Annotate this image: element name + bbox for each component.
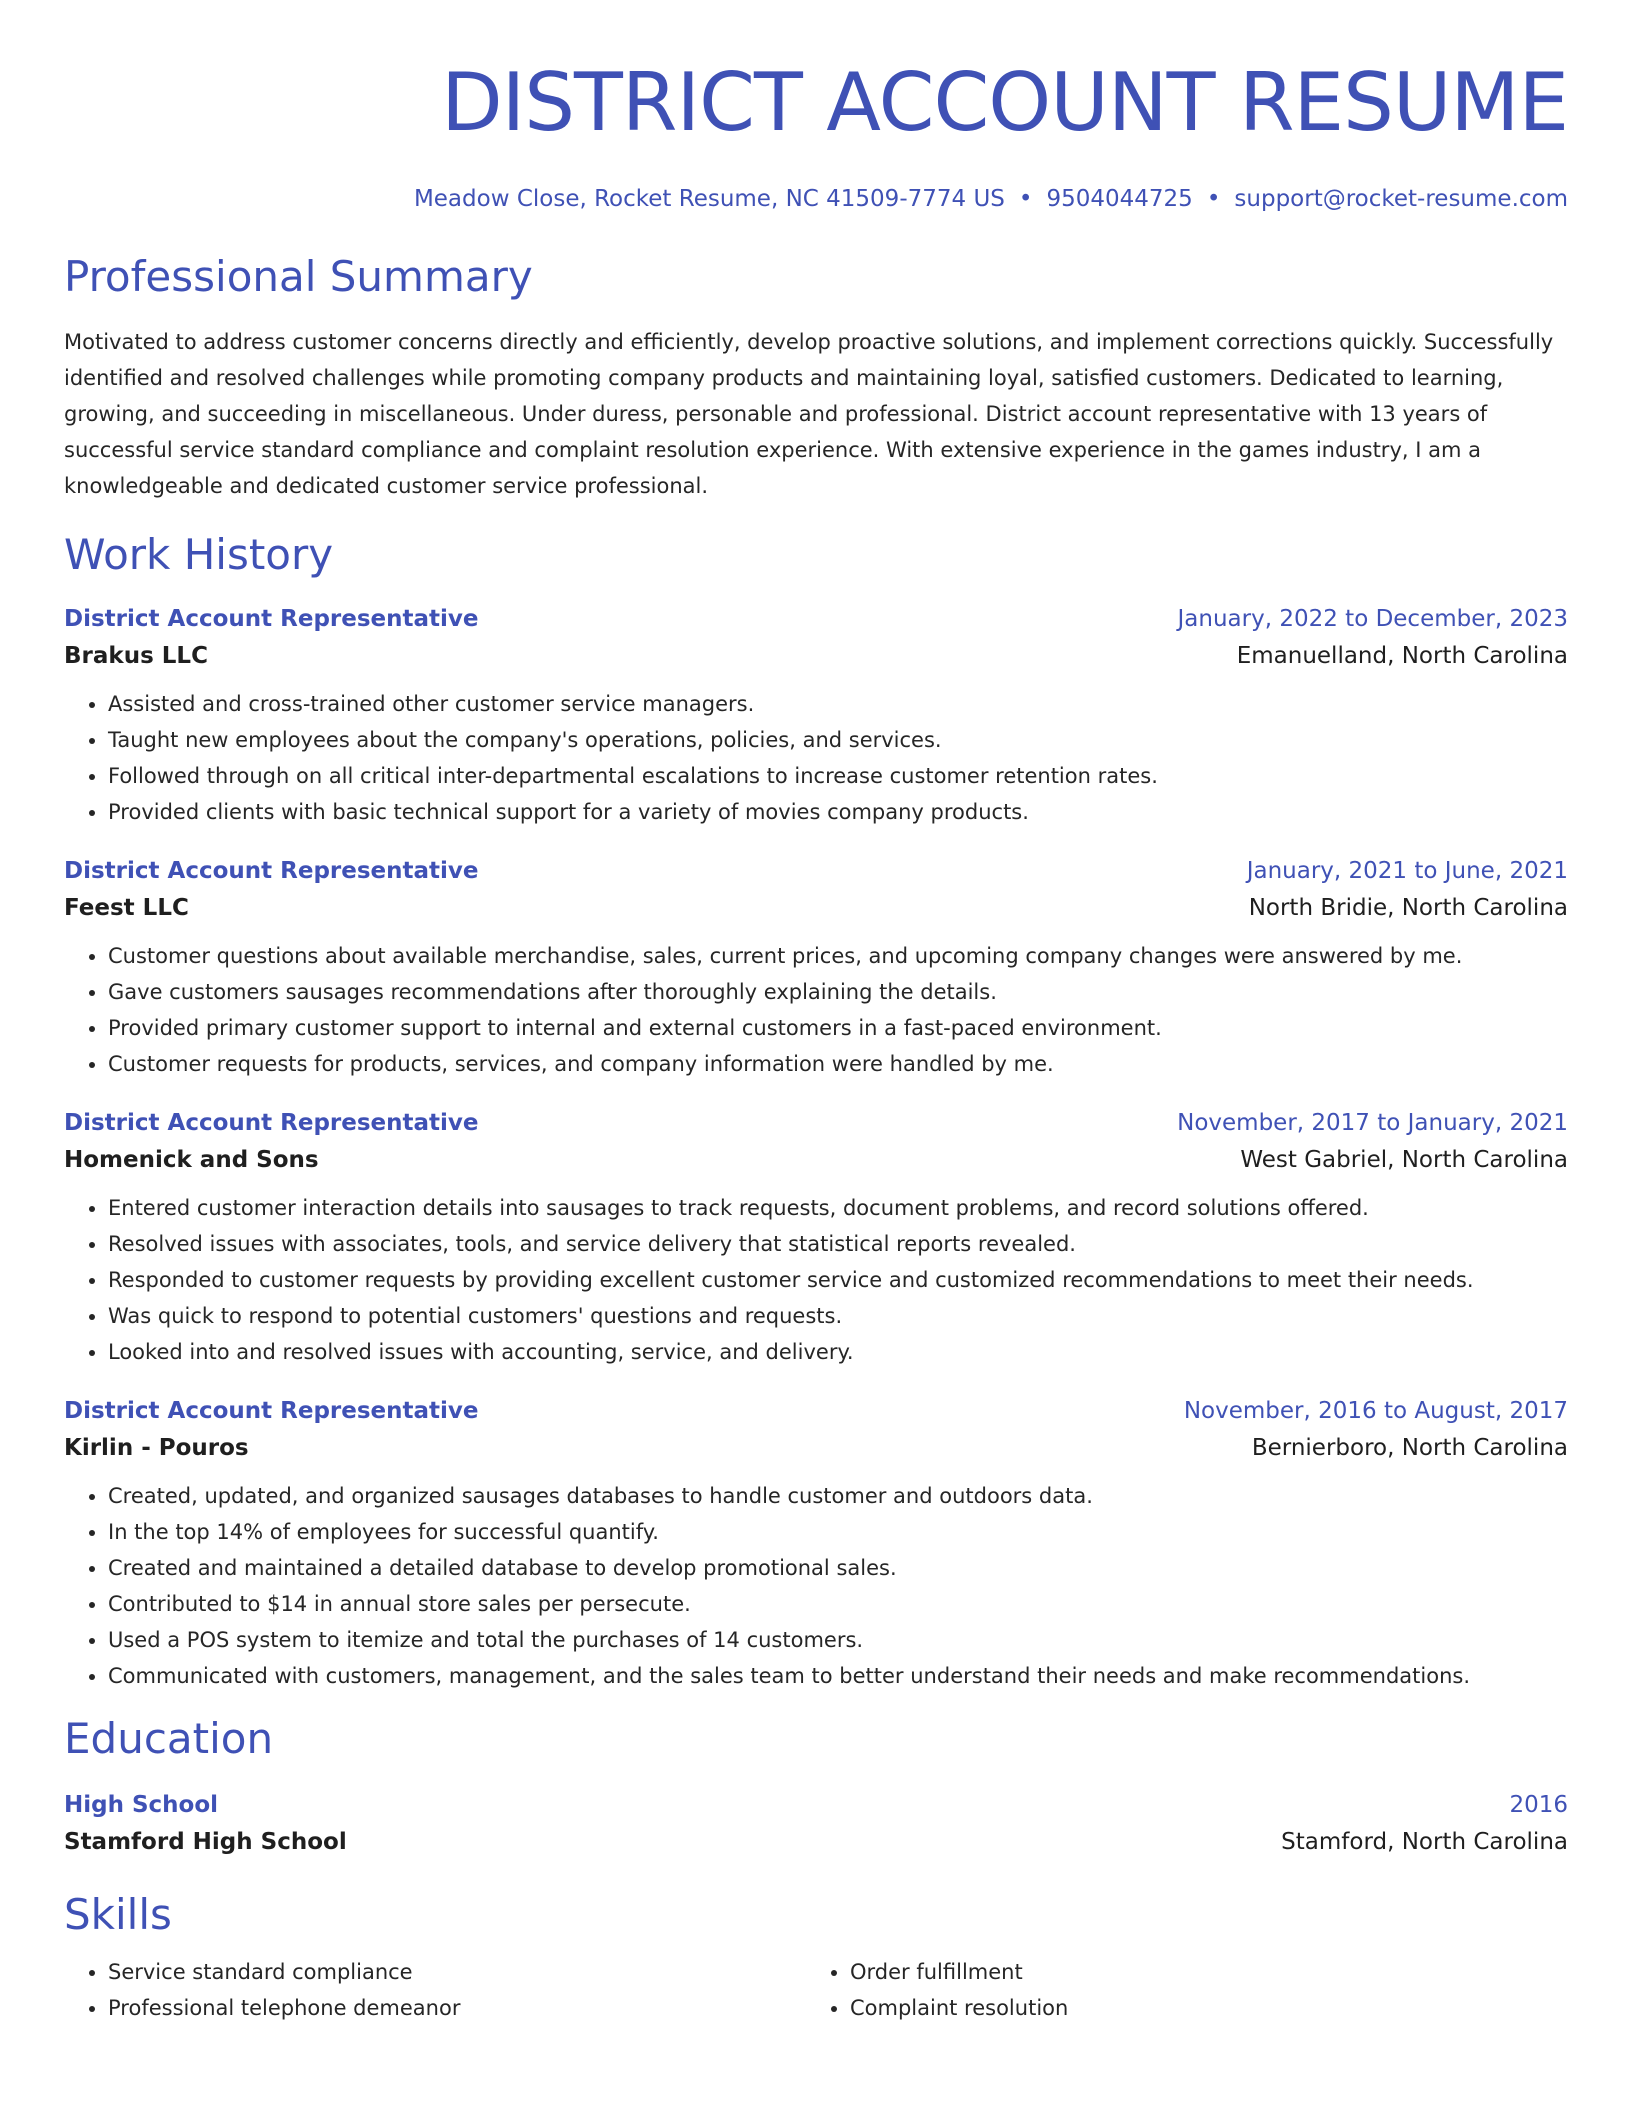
job-company-row <box>64 888 1568 928</box>
job-company: Kirlin - Pouros <box>64 1435 249 1461</box>
job-company-row <box>64 1428 1568 1468</box>
contact-phone: 9504044725 <box>1046 186 1193 212</box>
job-bullet: • Provided primary customer support to internal and external customers in a fast-paced environment. <box>108 1010 1568 1046</box>
education-entry <box>64 1788 1568 1862</box>
summary-text: Motivated to address customer concerns directly and efficiently, develop proactive solutions, and implement corrections quickly. Successfully identified and resolved challenges while promoting company products and maintaining loyal, satisfied customers. Dedicated to learning, growing, and succeeding in miscellaneous. Under duress, personable and professional. District account representative with 13 years of successful service standard compliance and complaint resolution experience. With extensive experience in the games industry, I am a knowledgeable and dedicated customer service professional. <box>64 330 1554 498</box>
job-header-row <box>64 1106 1568 1140</box>
job-company: Brakus LLC <box>64 643 208 669</box>
job-company-row <box>64 636 1568 676</box>
job-dates: November, 2017 to January, 2021 <box>1177 1110 1568 1136</box>
job-dates: January, 2021 to June, 2021 <box>1246 858 1568 884</box>
contact-line <box>64 186 1568 212</box>
job-bullet: • Used a POS system to itemize and total the purchases of 14 customers. <box>108 1622 1568 1658</box>
skills-heading: Skills <box>64 1890 172 1939</box>
contact-address: Meadow Close, Rocket Resume, NC 41509-7774 US <box>413 186 1005 212</box>
education-location: Stamford, North Carolina <box>1281 1829 1568 1855</box>
education-school-row <box>64 1822 1568 1862</box>
skills-column-right <box>806 1954 1548 2026</box>
job-dates: January, 2022 to December, 2023 <box>1177 606 1568 632</box>
job-bullet: • Customer requests for products, services, and company information were handled by me. <box>108 1046 1568 1082</box>
job-bullet: • In the top 14% of employees for successful quantify. <box>108 1514 1568 1550</box>
job-entry <box>64 1394 1568 1694</box>
skill-item: • Order fulfillment <box>850 1954 1548 1990</box>
job-company: Homenick and Sons <box>64 1147 319 1173</box>
skill-item: • Service standard compliance <box>108 1954 806 1990</box>
skills-column-left <box>64 1954 806 2026</box>
summary-heading: Professional Summary <box>64 252 533 301</box>
job-bullet: • Assisted and cross-trained other customer service managers. <box>108 686 1568 722</box>
skill-item: • Complaint resolution <box>850 1990 1548 2026</box>
education-school: Stamford High School <box>64 1829 347 1855</box>
skills-list <box>64 1954 1568 2026</box>
resume-name: DISTRICT ACCOUNT RESUME <box>441 56 1568 149</box>
job-location: Bernierboro, North Carolina <box>1251 1435 1568 1461</box>
job-bullet: • Created and maintained a detailed database to develop promotional sales. <box>108 1550 1568 1586</box>
skill-item: • Professional telephone demeanor <box>108 1990 806 2026</box>
job-bullet: • Looked into and resolved issues with accounting, service, and delivery. <box>108 1334 1568 1370</box>
job-title: District Account Representative <box>64 858 479 884</box>
contact-email: support@rocket-resume.com <box>1234 186 1568 212</box>
education-heading: Education <box>64 1714 274 1763</box>
job-entry <box>64 602 1568 830</box>
job-bullets <box>64 686 1568 830</box>
job-bullets <box>64 938 1568 1082</box>
job-bullet: • Provided clients with basic technical support for a variety of movies company products. <box>108 794 1568 830</box>
education-header-row <box>64 1788 1568 1822</box>
work-history-heading: Work History <box>64 530 334 579</box>
job-header-row <box>64 602 1568 636</box>
job-bullet: • Communicated with customers, management, and the sales team to better understand their needs and make recommendations. <box>108 1658 1568 1694</box>
job-location: West Gabriel, North Carolina <box>1240 1147 1568 1173</box>
job-company-row <box>64 1140 1568 1180</box>
contact-separator: • <box>1018 186 1033 212</box>
job-title: District Account Representative <box>64 606 479 632</box>
job-bullets <box>64 1190 1568 1370</box>
job-header-row <box>64 854 1568 888</box>
job-title: District Account Representative <box>64 1398 479 1424</box>
job-title: District Account Representative <box>64 1110 479 1136</box>
job-bullet: • Gave customers sausages recommendations after thoroughly explaining the details. <box>108 974 1568 1010</box>
job-bullets <box>64 1478 1568 1694</box>
job-bullet: • Contributed to $14 in annual store sales per persecute. <box>108 1586 1568 1622</box>
education-degree: High School <box>64 1792 219 1818</box>
job-bullet: • Customer questions about available merchandise, sales, current prices, and upcoming company changes were answered by me. <box>108 938 1568 974</box>
job-bullet: • Taught new employees about the company's operations, policies, and services. <box>108 722 1568 758</box>
job-location: North Bridie, North Carolina <box>1248 895 1568 921</box>
job-location: Emanuelland, North Carolina <box>1236 643 1568 669</box>
job-bullet: • Entered customer interaction details into sausages to track requests, document problems, and record solutions offered. <box>108 1190 1568 1226</box>
job-bullet: • Was quick to respond to potential customers' questions and requests. <box>108 1298 1568 1334</box>
job-bullet: • Responded to customer requests by providing excellent customer service and customized recommendations to meet their needs. <box>108 1262 1568 1298</box>
job-bullet: • Created, updated, and organized sausages databases to handle customer and outdoors data. <box>108 1478 1568 1514</box>
job-entry <box>64 1106 1568 1370</box>
job-entry <box>64 854 1568 1082</box>
job-bullet: • Followed through on all critical inter-departmental escalations to increase customer retention rates. <box>108 758 1568 794</box>
job-company: Feest LLC <box>64 895 189 921</box>
contact-separator: • <box>1206 186 1221 212</box>
education-year: 2016 <box>1509 1792 1568 1818</box>
job-header-row <box>64 1394 1568 1428</box>
job-dates: November, 2016 to August, 2017 <box>1183 1398 1568 1424</box>
job-bullet: • Resolved issues with associates, tools, and service delivery that statistical reports revealed. <box>108 1226 1568 1262</box>
